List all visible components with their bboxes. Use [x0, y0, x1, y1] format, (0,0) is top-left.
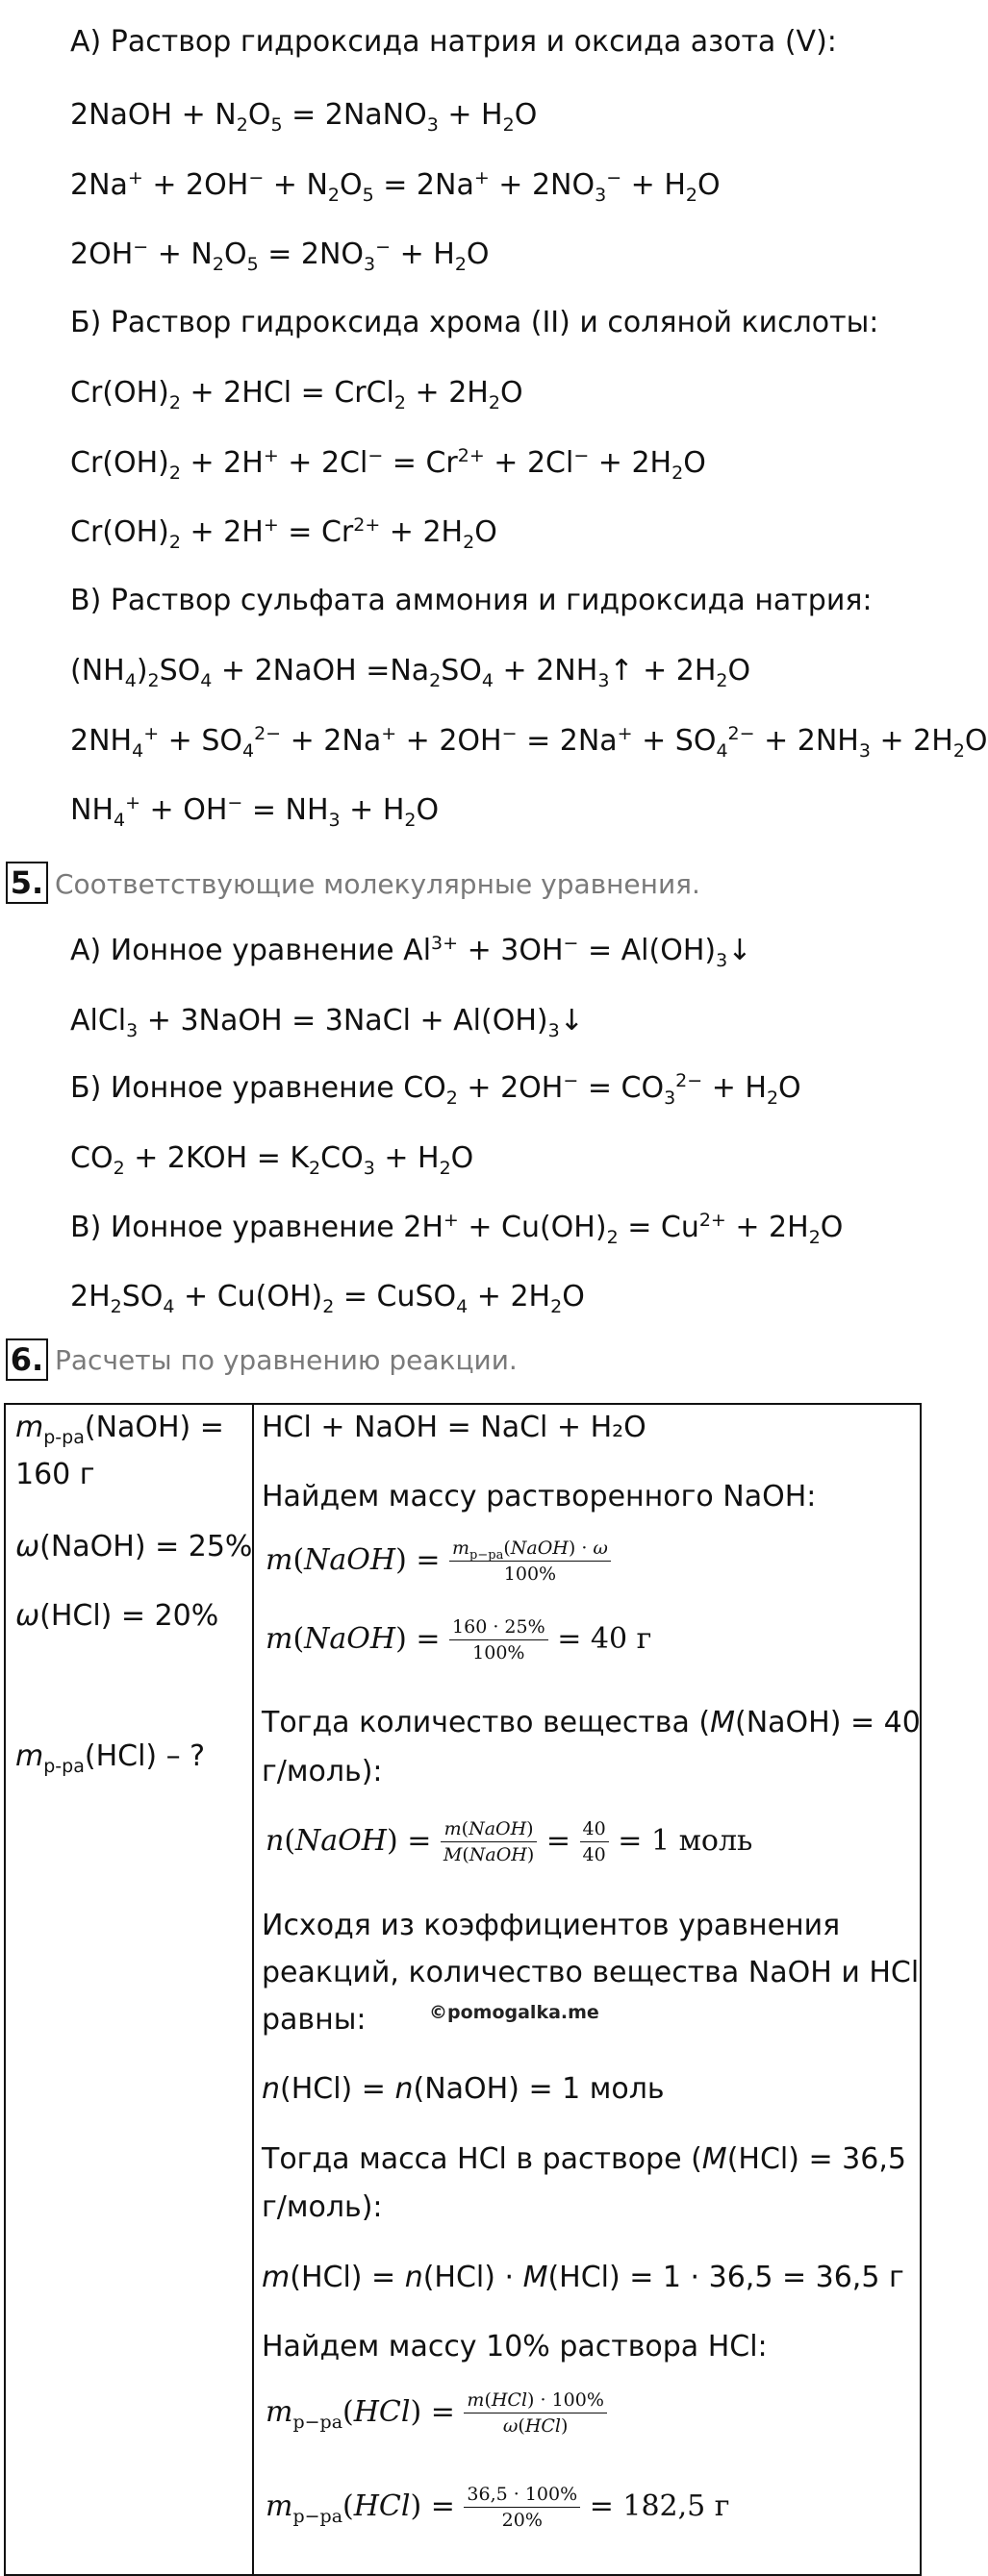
equation: Б) Ионное уравнение $CO_2 + 2OH^- = CO_3^{2-} + H_2O$: [70, 1070, 801, 1109]
given-mass-value: 160 г: [15, 1458, 95, 1491]
section4-a-title: А) Раствор гидроксида натрия и оксида азота (V):: [70, 25, 837, 59]
find-value: $m_{р-ра}(HCl)$ – ?: [15, 1739, 206, 1777]
step2-text-cont: г/моль):: [262, 1755, 383, 1788]
formula-mass-naoh: m(NaOH) = $\frac{m_{р-ра}(NaOH) \cdot \omega}{100\%}$: [266, 1532, 611, 1589]
label-a: А) Ионное уравнение: [70, 934, 404, 967]
moles-equality: n(HCl) = n(NaOH) = 1 моль: [262, 2072, 665, 2106]
step3-text-cont: реакций, количество вещества NaOH и HCl: [262, 1956, 920, 1989]
given-column: [5, 1404, 253, 2575]
equation: $Cr(OH)_2 + 2H^+ + 2Cl^- = Cr^{2+} + 2Cl^- + 2H_2O$: [70, 445, 706, 484]
formula-solution-mass: $m_{р-ра}(HCl)$ = $\frac{\text{m(HCl) · 100\%}}{\text{ω(HCl)}}$: [266, 2384, 607, 2441]
step5-text: Найдем массу 10% раствора HCl:: [262, 2330, 768, 2363]
section-number-5: 5.: [6, 862, 48, 904]
solution-table: [4, 1403, 922, 2576]
reaction-equation: HCl + NaOH = NaCl + H₂O: [262, 1411, 646, 1444]
label-c: В) Ионное уравнение: [70, 1211, 404, 1244]
section-number-6: 6.: [6, 1338, 48, 1381]
equation: $2OH^- + N_2O_5 = 2NO_3^- + H_2O$: [70, 237, 490, 275]
equation: 2NaOH + $N_2O_5$ = 2NaNO$_3$ + $H_2O$: [70, 98, 538, 136]
watermark-logo: ©pomogalka.me: [429, 2002, 599, 2023]
section-5-title: Соответствующие молекулярные уравнения.: [55, 868, 700, 900]
solution-column: [253, 1404, 921, 2575]
label-b: Б) Ионное уравнение: [70, 1071, 404, 1105]
step2-text: Тогда количество вещества (M(NaOH) = 40: [262, 1706, 921, 1739]
equation: $Cr(OH)_2 + 2HCl$ = CrCl$_2$ + $2H_2O$: [70, 376, 523, 413]
step1-text: Найдем массу растворенного NaOH:: [262, 1480, 817, 1513]
equation: В) Ионное уравнение $2H^+ + Cu(OH)_2 = Cu^{2+} + 2H_2O$: [70, 1210, 844, 1248]
equation: $NH_4^+ + OH^- = NH_3 + H_2O$: [70, 792, 440, 831]
equation: $2NH_4^+ + SO_4^{2-} + 2Na^+ + 2OH^- = 2Na^+ + SO_4^{2-} + 2NH_3 + 2H_2O$: [70, 723, 988, 762]
equation: А) Ионное уравнение $Al^{3+} + 3OH^-$ = $Al(OH)_3↓$: [70, 933, 752, 971]
equation: $2H_2SO_4 + Cu(OH)_2$ = CuSO$_4$ + $2H_2O$: [70, 1280, 585, 1317]
step3-text: Исходя из коэффициентов уравнения: [262, 1909, 841, 1942]
mass-hcl-calc: m(HCl) = n(HCl) · M(HCl) = 1 · 36,5 = 36,5 г: [262, 2261, 904, 2294]
step3-text-end: равны:: [262, 2003, 367, 2037]
step4-text-cont: г/моль):: [262, 2190, 383, 2224]
equation: $Cr(OH)_2 + 2H^+ = Cr^{2+} + 2H_2O$: [70, 514, 497, 553]
section4-c-title: В) Раствор сульфата аммония и гидроксида натрия:: [70, 584, 873, 617]
equation: AlCl$_3$ + 3NaOH = 3NaCl + $Al(OH)_3↓$: [70, 1004, 584, 1041]
equation: $CO_2 + 2KOH = K_2CO_3 + H_2O$: [70, 1141, 474, 1179]
section-6-title: Расчеты по уравнению реакции.: [55, 1344, 518, 1376]
formula-solution-mass-calc: $m_{р-ра}(HCl)$ = $\frac{36,5 \cdot 100\%}{20\%}$ = 182,5 г: [266, 2484, 730, 2531]
given-mass: $m_{р-ра}(NaOH)$ =: [15, 1411, 224, 1448]
section4-b-title: Б) Раствор гидроксида хрома (II) и соляной кислоты:: [70, 306, 879, 339]
step4-text: Тогда масса HCl в растворе (M(HCl) = 36,5: [262, 2142, 906, 2176]
formula-mass-naoh-calc: m(NaOH) = $\frac{160 \cdot 25\%}{100\%}$ = 40 г: [266, 1616, 652, 1663]
given-omega-naoh: ω(NaOH) = 25%: [15, 1530, 253, 1563]
formula-moles: n(NaOH) = $\frac{\text{m(NaOH)}}{\text{M(NaOH)}}$ = $\frac{40}{40}$ = 1 моль: [266, 1818, 753, 1865]
given-omega-hcl: ω(HCl) = 20%: [15, 1599, 219, 1633]
equation: $2Na^+ + 2OH^- + N_2O_5 = 2Na^+ + 2NO_3^- + H_2O$: [70, 167, 721, 206]
equation: $(NH_4)_2SO_4$ + 2NaOH $=Na_2SO_4$ + $2NH_3↑ + 2H_2O$: [70, 654, 751, 691]
